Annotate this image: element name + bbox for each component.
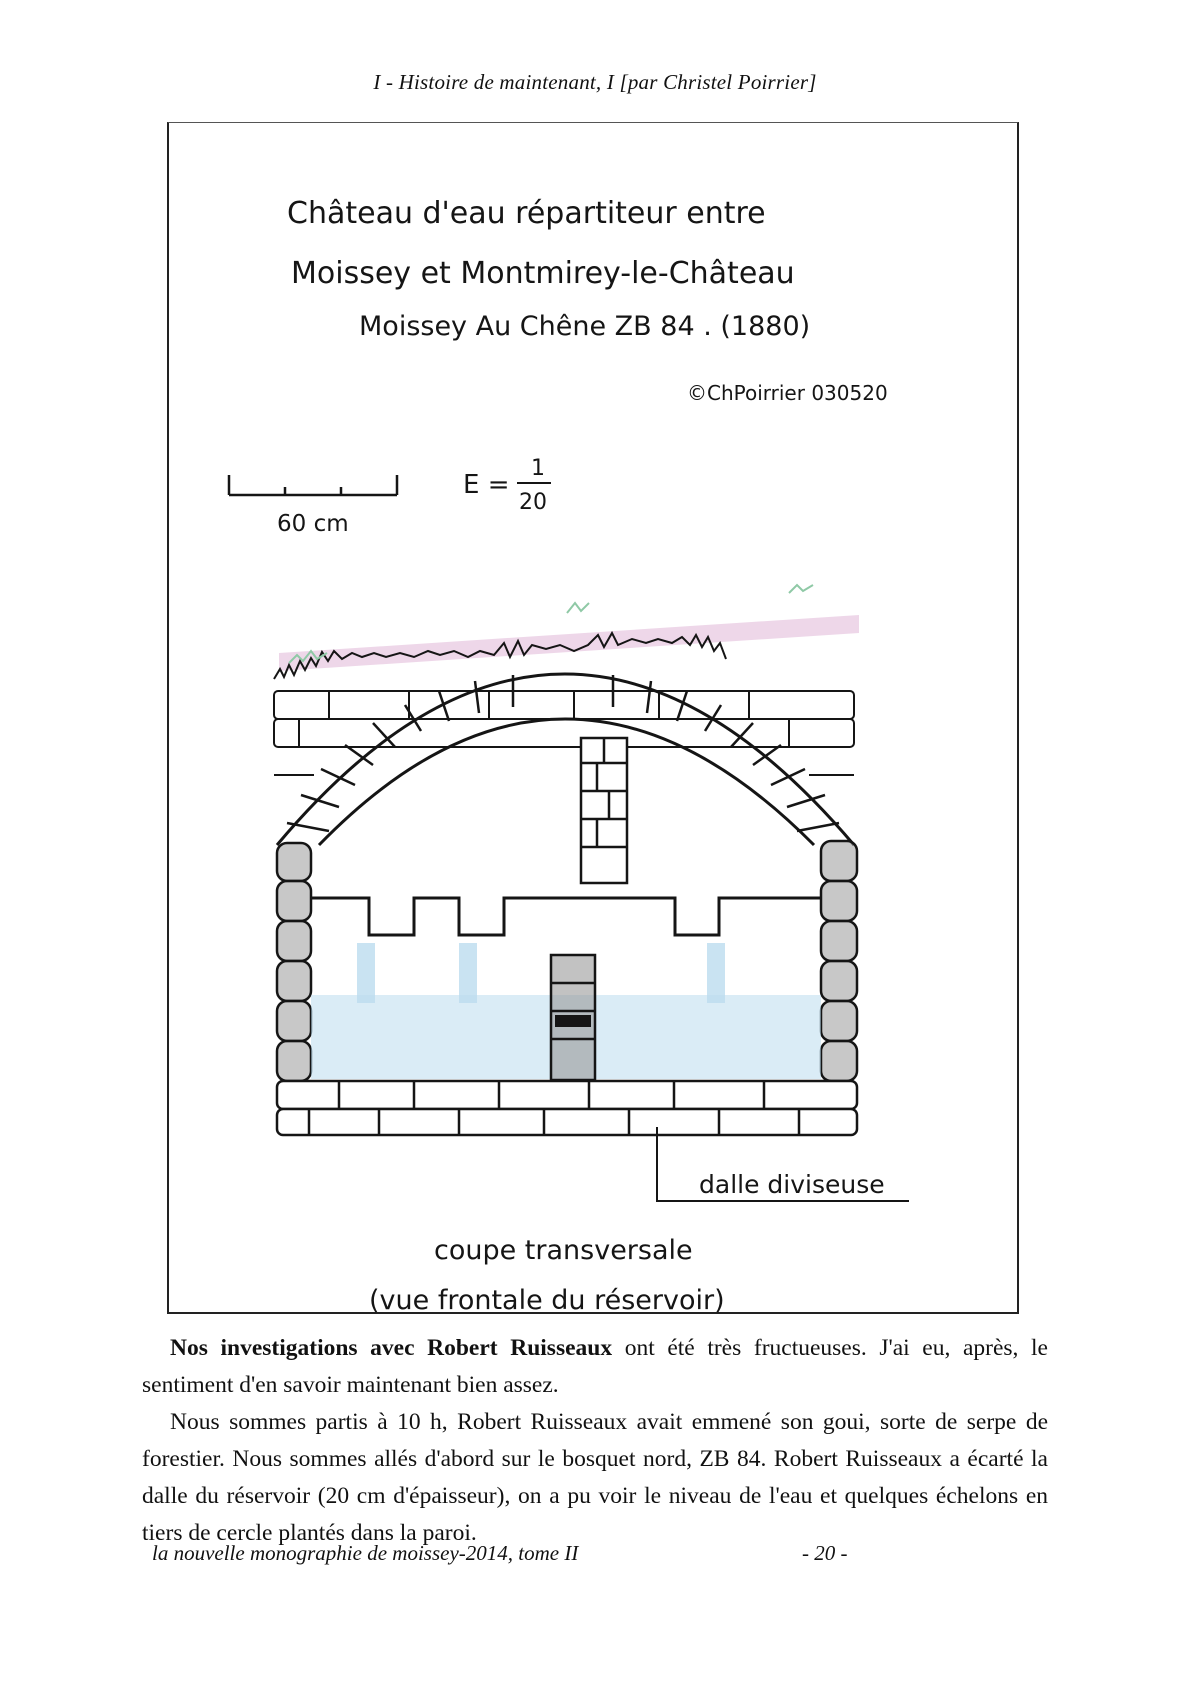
- footer-page-number: - 20 -: [802, 1541, 848, 1565]
- divider-slot: [555, 1015, 591, 1027]
- scale-ratio-numerator: 1: [531, 456, 545, 481]
- scale-bar: [229, 475, 397, 495]
- footer-publication: la nouvelle monographie de moissey-2014, tome II: [152, 1541, 579, 1565]
- paragraph-2: Nous sommes partis à 10 h, Robert Ruisseaux avait emmené son goui, sorte de serpe de forestier. Nous sommes allés d'abord sur le bosquet nord, ZB 84. Robert Ruisseaux a écarté la dalle du réservoir (20 cm d'épaisseur), on a pu voir le niveau de l'eau et quelques échelons en tiers de cercle plantés dans la paroi.: [142, 1409, 1048, 1546]
- drawing-caption-line2: (vue frontale du réservoir): [369, 1285, 725, 1315]
- right-wall: [821, 841, 857, 1081]
- running-header: I - Histoire de maintenant, I [par Christel Poirrier]: [373, 70, 817, 94]
- water-jets: [357, 943, 725, 1003]
- figure-frame: [167, 122, 1019, 1314]
- scale-bar-label: 60 cm: [277, 511, 349, 537]
- drawing-caption-line1: coupe transversale: [434, 1235, 693, 1266]
- drawing-title-line1: Château d'eau répartiteur entre: [287, 196, 766, 231]
- drawing-title-line2: Moissey et Montmirey-le-Château: [291, 256, 795, 291]
- soil-band: [279, 615, 859, 671]
- paragraph-1-rest: ont été très fructueuses. J'ai eu, après, le sentiment d'en savoir maintenant bien assez.: [142, 1335, 1048, 1398]
- drawing-title-line3: Moissey Au Chêne ZB 84 . (1880): [359, 311, 811, 342]
- body-text: [142, 1330, 1048, 1552]
- scale-ratio-denominator: 20: [519, 490, 547, 515]
- scale-ratio-prefix: E =: [463, 470, 510, 500]
- divider-label: dalle diviseuse: [699, 1170, 885, 1199]
- left-wall: [277, 843, 311, 1081]
- paragraph-1: [142, 1330, 1048, 1404]
- water-tower-drawing: [169, 123, 1021, 1315]
- central-pillar: [581, 738, 627, 883]
- paragraph-1-lead: Nos investigations avec Robert Ruisseaux: [170, 1335, 613, 1361]
- overflow-weir: [311, 898, 821, 935]
- masonry-courses: [274, 691, 854, 775]
- drawing-copyright: ©ChPoirrier 030520: [687, 381, 888, 405]
- floor-courses: [277, 1081, 857, 1135]
